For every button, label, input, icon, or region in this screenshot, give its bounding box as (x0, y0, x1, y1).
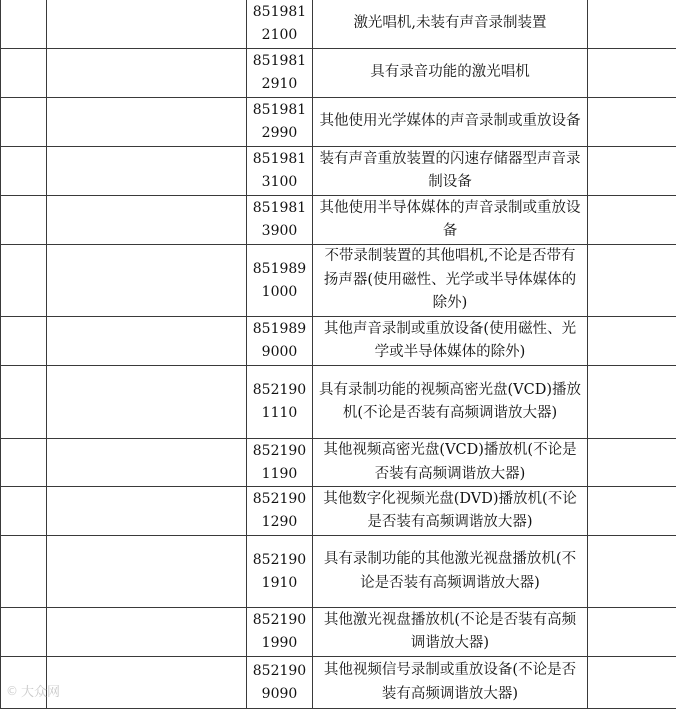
description-text: 装有声音重放装置的闪速存储器型声音录制设备 (319, 148, 581, 195)
tariff-code-suffix: 1910 (247, 572, 312, 595)
empty-cell-right (588, 49, 676, 98)
description-cell (313, 439, 588, 487)
tariff-code-suffix: 1290 (247, 511, 312, 534)
table-row (1, 487, 676, 536)
description-cell (313, 317, 588, 366)
tariff-code-prefix: 851981 (247, 50, 312, 73)
empty-cell-left (1, 0, 47, 49)
tariff-code-prefix: 851989 (247, 258, 312, 281)
tariff-code-suffix: 9090 (247, 683, 312, 706)
description-cell (313, 608, 588, 657)
description-cell (313, 196, 588, 245)
tariff-code-cell (247, 439, 313, 487)
description-cell (313, 657, 588, 709)
empty-cell-name (47, 536, 247, 608)
empty-cell-left (1, 317, 47, 366)
empty-cell-right (588, 487, 676, 536)
table-row (1, 439, 676, 487)
tariff-code-cell (247, 608, 313, 657)
tariff-code-prefix: 851981 (247, 197, 312, 220)
tariff-code-cell (247, 147, 313, 196)
tariff-code-cell (247, 317, 313, 366)
tariff-code-cell (247, 0, 313, 49)
empty-cell-right (588, 439, 676, 487)
tariff-code-prefix: 852190 (247, 488, 312, 511)
description-text: 不带录制装置的其他唱机,不论是否带有扬声器(使用磁性、光学或半导体媒体的除外) (319, 245, 581, 316)
table-row (1, 0, 676, 49)
description-cell (313, 536, 588, 608)
empty-cell-left (1, 196, 47, 245)
tariff-code-suffix: 1110 (247, 402, 312, 425)
tariff-code-prefix: 852190 (247, 549, 312, 572)
empty-cell-name (47, 98, 247, 147)
tariff-code-prefix: 851989 (247, 318, 312, 341)
watermark (6, 681, 60, 700)
empty-cell-left (1, 98, 47, 147)
description-cell (313, 487, 588, 536)
empty-cell-name (47, 439, 247, 487)
empty-cell-left (1, 487, 47, 536)
description-text: 具有录制功能的其他激光视盘播放机(不论是否装有高频调谐放大器) (319, 548, 581, 595)
description-cell (313, 245, 588, 317)
empty-cell-left (1, 49, 47, 98)
description-text: 其他数字化视频光盘(DVD)播放机(不论是否装有高频调谐放大器) (319, 488, 581, 535)
tariff-code-suffix: 3100 (247, 171, 312, 194)
description-cell (313, 0, 588, 49)
empty-cell-left (1, 245, 47, 317)
tariff-code-suffix: 2100 (247, 24, 312, 47)
tariff-code-prefix: 852190 (247, 379, 312, 402)
tariff-code-suffix: 2910 (247, 73, 312, 96)
empty-cell-name (47, 608, 247, 657)
table-row (1, 317, 676, 366)
empty-cell-right (588, 245, 676, 317)
empty-cell-name (47, 49, 247, 98)
tariff-code-cell (247, 487, 313, 536)
empty-cell-right (588, 98, 676, 147)
description-text: 其他激光视盘播放机(不论是否装有高频调谐放大器) (319, 609, 581, 656)
tariff-code-cell (247, 366, 313, 439)
table-row (1, 657, 676, 709)
table-row (1, 366, 676, 439)
description-cell (313, 147, 588, 196)
empty-cell-name (47, 245, 247, 317)
empty-cell-right (588, 657, 676, 709)
tariff-code-suffix: 1990 (247, 632, 312, 655)
watermark-text: 大众网 (21, 681, 60, 700)
table-row (1, 49, 676, 98)
description-cell (313, 49, 588, 98)
tariff-code-cell (247, 49, 313, 98)
description-cell (313, 98, 588, 147)
tariff-code-prefix: 852190 (247, 440, 312, 463)
description-text: 其他使用半导体媒体的声音录制或重放设备 (319, 197, 581, 244)
description-text: 其他使用光学媒体的声音录制或重放设备 (319, 110, 581, 134)
empty-cell-right (588, 196, 676, 245)
empty-cell-name (47, 657, 247, 709)
empty-cell-left (1, 536, 47, 608)
empty-cell-right (588, 366, 676, 439)
tariff-code-suffix: 9000 (247, 341, 312, 364)
tariff-code-cell (247, 657, 313, 709)
empty-cell-name (47, 487, 247, 536)
table-row (1, 196, 676, 245)
description-text: 其他声音录制或重放设备(使用磁性、光学或半导体媒体的除外) (319, 318, 581, 365)
description-text: 激光唱机,未装有声音录制装置 (319, 12, 581, 36)
empty-cell-name (47, 147, 247, 196)
empty-cell-left (1, 439, 47, 487)
description-cell (313, 366, 588, 439)
tariff-code-suffix: 3900 (247, 220, 312, 243)
tariff-code-cell (247, 536, 313, 608)
description-text: 其他视频高密光盘(VCD)播放机(不论是否装有高频调谐放大器) (319, 439, 581, 486)
description-text: 具有录制功能的视频高密光盘(VCD)播放机(不论是否装有高频调谐放大器) (319, 379, 581, 426)
tariff-table-body (1, 0, 676, 709)
watermark-logo-icon: © (6, 684, 18, 698)
description-text: 其他视频信号录制或重放设备(不论是否装有高频调谐放大器) (319, 659, 581, 706)
empty-cell-name (47, 317, 247, 366)
tariff-code-suffix: 1190 (247, 463, 312, 486)
empty-cell-name (47, 0, 247, 49)
table-row (1, 245, 676, 317)
empty-cell-name (47, 366, 247, 439)
tariff-code-cell (247, 245, 313, 317)
tariff-code-suffix: 1000 (247, 281, 312, 304)
description-text: 具有录音功能的激光唱机 (319, 61, 581, 85)
empty-cell-right (588, 317, 676, 366)
tariff-code-prefix: 851981 (247, 148, 312, 171)
tariff-code-cell (247, 98, 313, 147)
empty-cell-left (1, 366, 47, 439)
table-row (1, 608, 676, 657)
table-row (1, 98, 676, 147)
tariff-code-prefix: 851981 (247, 99, 312, 122)
empty-cell-name (47, 196, 247, 245)
empty-cell-left (1, 608, 47, 657)
empty-cell-right (588, 147, 676, 196)
tariff-code-suffix: 2990 (247, 122, 312, 145)
tariff-code-prefix: 852190 (247, 660, 312, 683)
empty-cell-right (588, 536, 676, 608)
tariff-code-cell (247, 196, 313, 245)
tariff-code-prefix: 852190 (247, 609, 312, 632)
table-row (1, 536, 676, 608)
empty-cell-right (588, 608, 676, 657)
tariff-code-prefix: 851981 (247, 1, 312, 24)
empty-cell-right (588, 0, 676, 49)
table-row (1, 147, 676, 196)
empty-cell-left (1, 147, 47, 196)
